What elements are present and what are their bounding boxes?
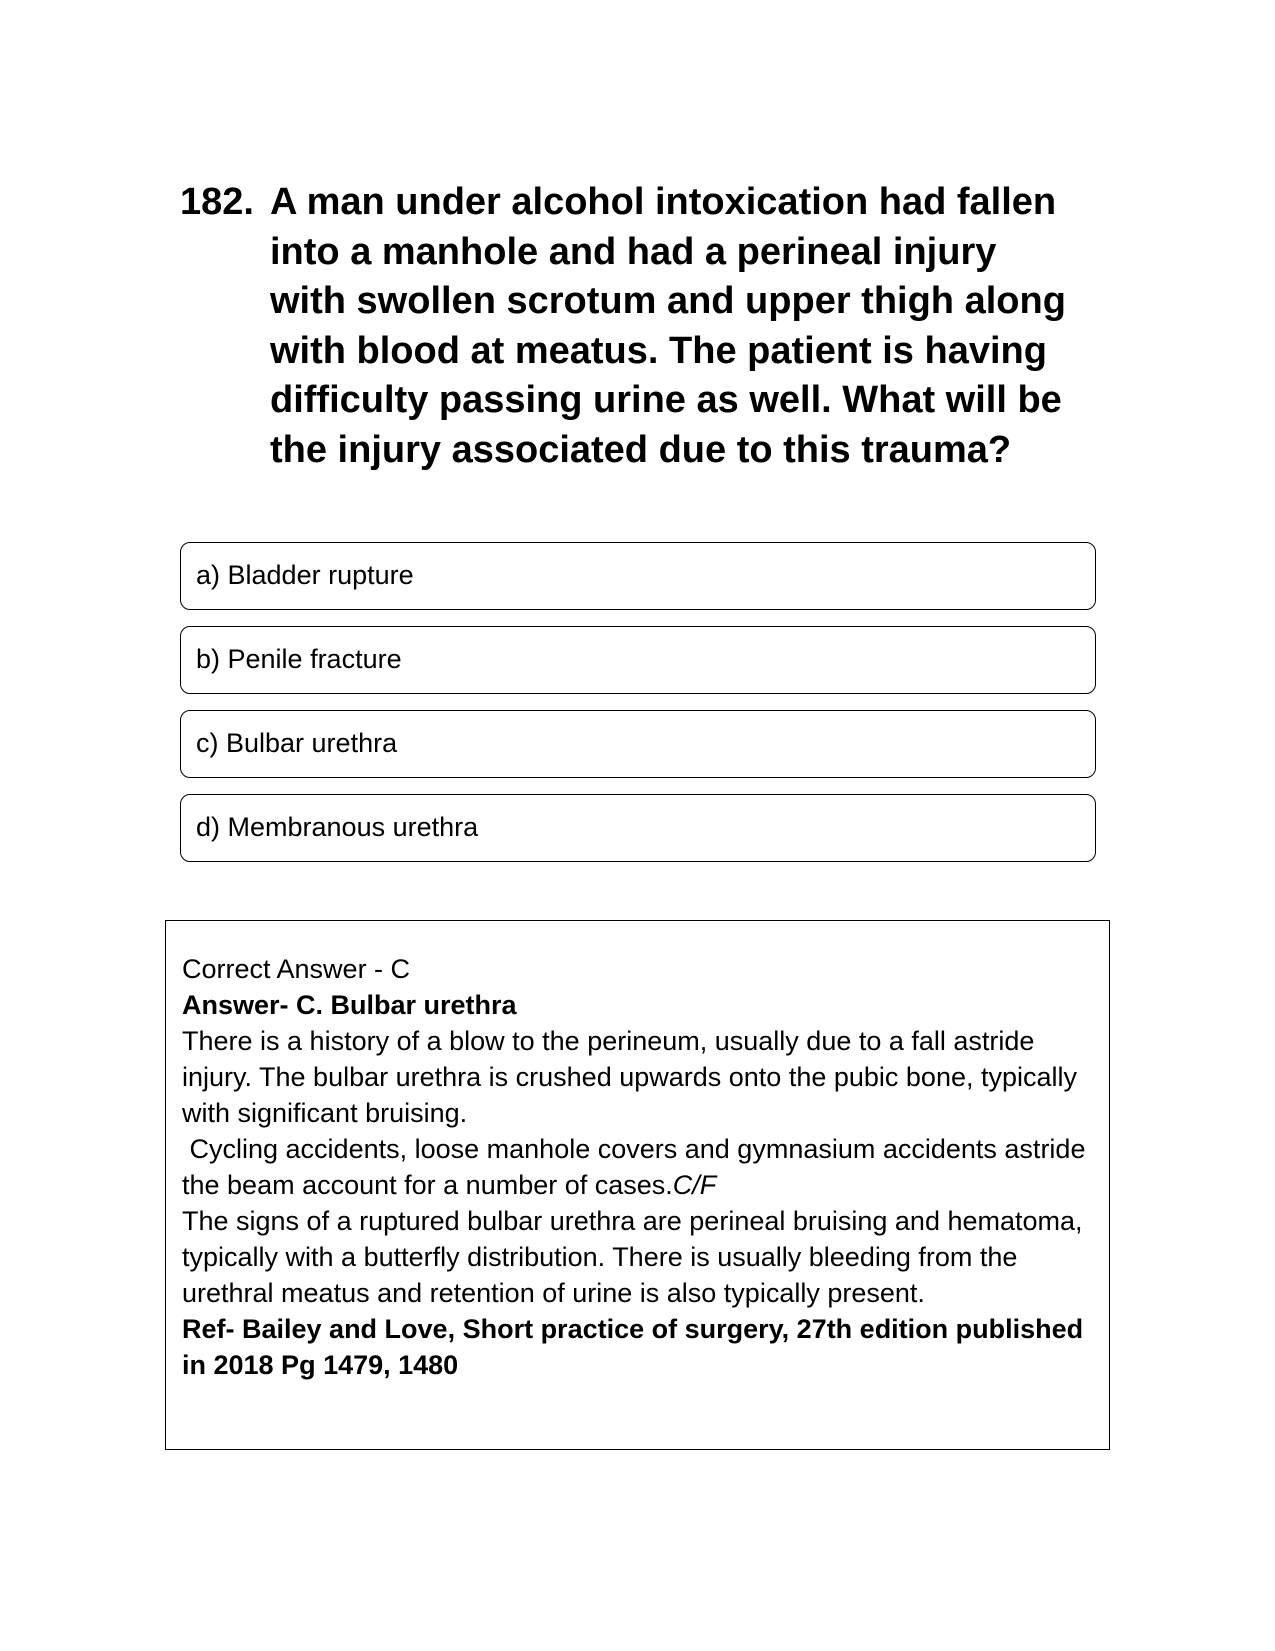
clinical-features-tag: C/F [672, 1170, 717, 1200]
correct-answer-line: Correct Answer - C [182, 954, 411, 984]
option-b[interactable]: b) Penile fracture [180, 626, 1096, 694]
reference-citation: Ref- Bailey and Love, Short practice of surgery, 27th edition published in 2018 Pg 1479, 1480 [182, 1314, 1084, 1380]
explanation-paragraph-1: There is a history of a blow to the perineum, usually due to a fall astride injury. The bulbar urethra is crushed upwards onto the pubic bone, typically with significant bruising. [182, 1026, 1078, 1128]
option-a[interactable]: a) Bladder rupture [180, 542, 1096, 610]
question [180, 178, 1080, 475]
question-number: 182. [180, 181, 254, 223]
explanation-paragraph-2 [182, 1131, 1109, 1203]
explanation-paragraph-3: The signs of a ruptured bulbar urethra are perineal bruising and hematoma, typically with a butterfly distribution. There is usually bleeding from the urethral meatus and retention of urine is also typically present. [182, 1206, 1083, 1308]
options-list [180, 542, 1096, 878]
explanation-paragraph-2-text: Cycling accidents, loose manhole covers and gymnasium accidents astride the beam account for a number of cases. [182, 1134, 1093, 1200]
option-c[interactable]: c) Bulbar urethra [180, 710, 1096, 778]
question-text: A man under alcohol intoxication had fallen into a manhole and had a perineal injury with swollen scrotum and upper thigh along with blood at meatus. The patient is having difficulty passing urine as well. What will be the injury associated due to this trauma? [270, 181, 1066, 471]
answer-explanation-box [165, 920, 1110, 1450]
option-d[interactable]: d) Membranous urethra [180, 794, 1096, 862]
answer-heading: Answer- C. Bulbar urethra [182, 990, 517, 1020]
